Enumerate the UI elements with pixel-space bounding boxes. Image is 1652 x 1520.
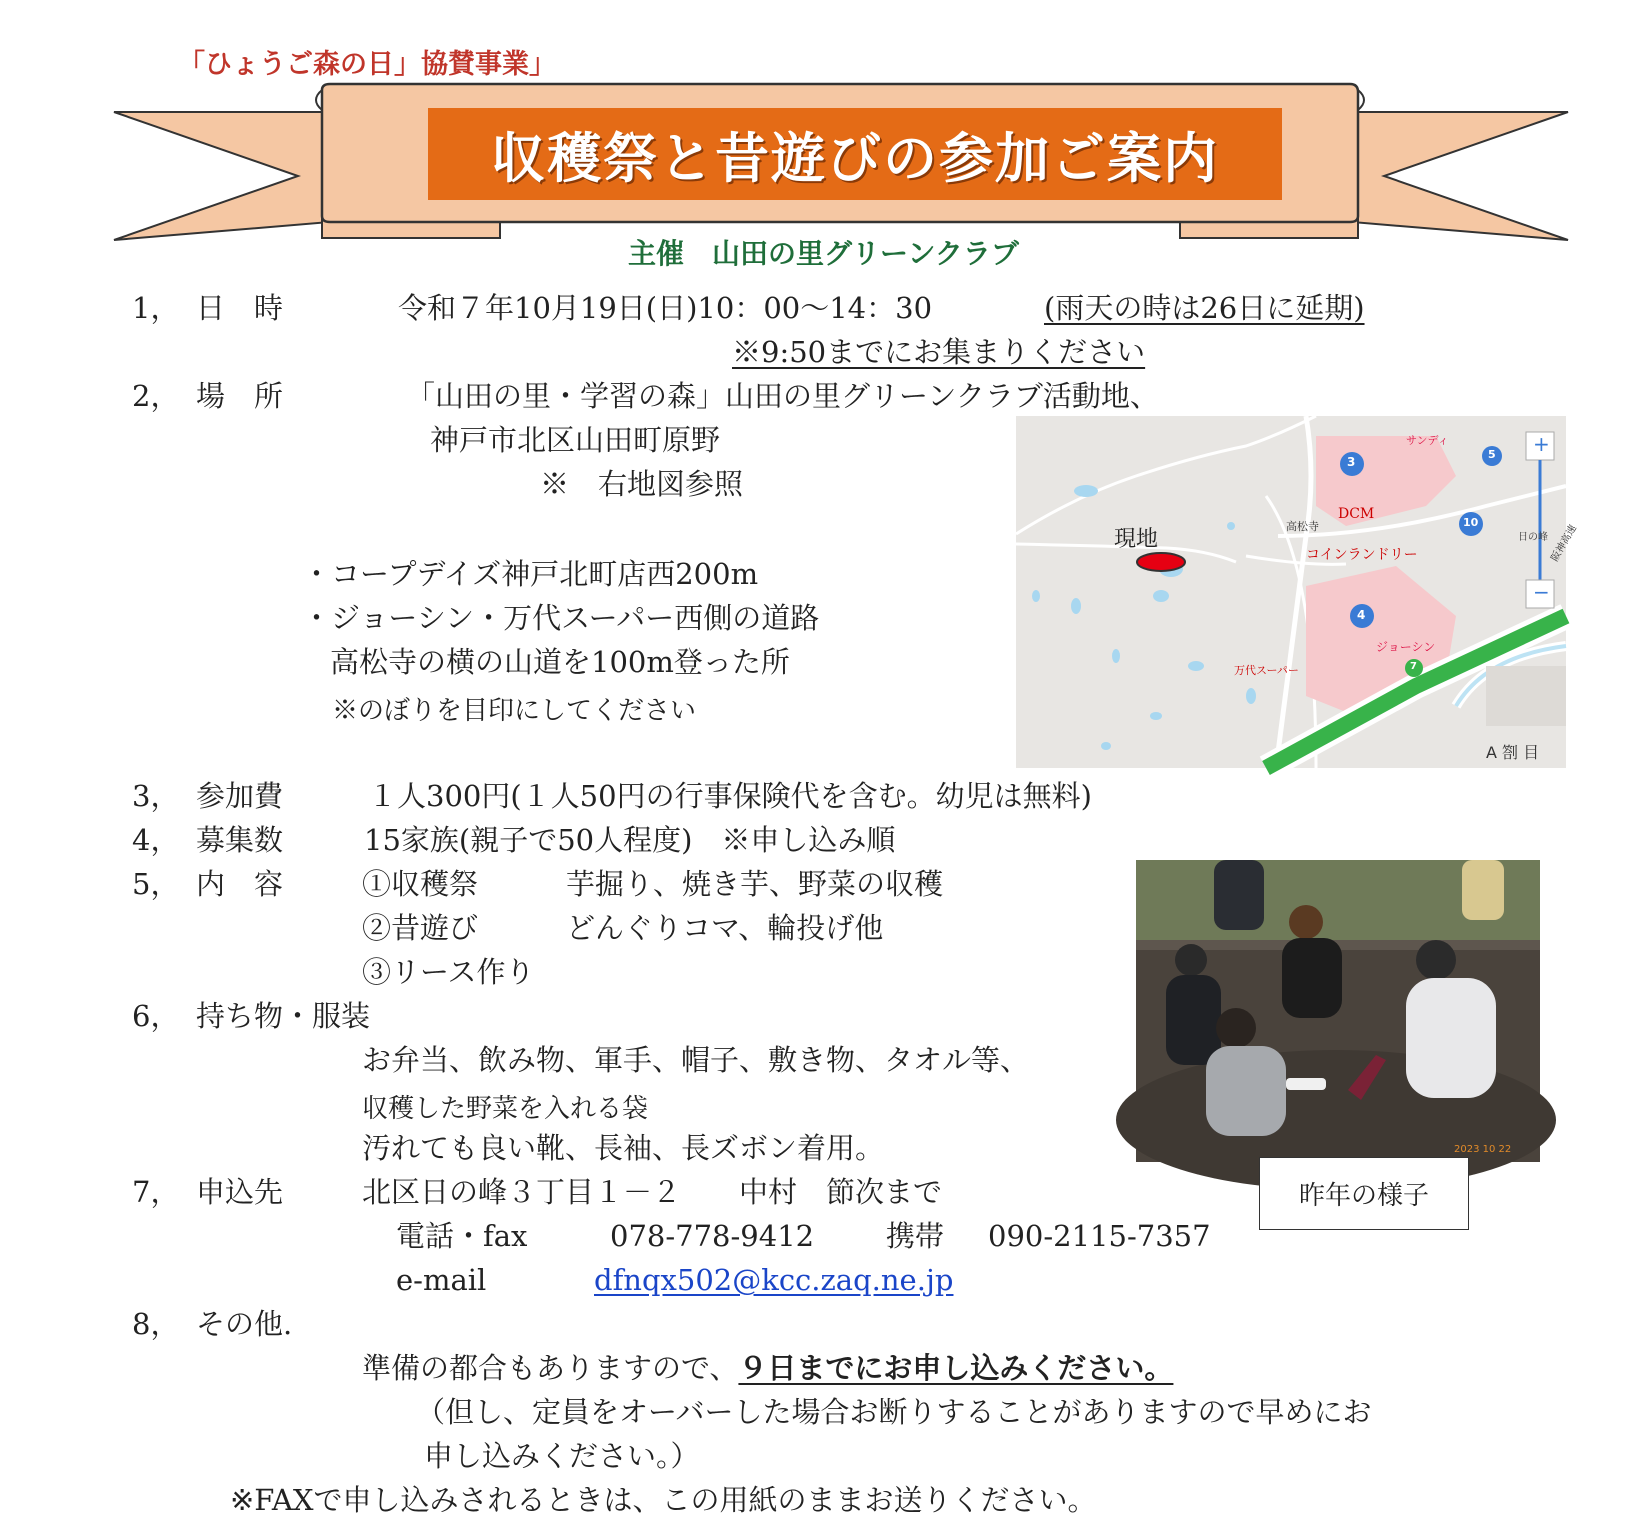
direction-line-2: ・ジョーシン・万代スーパー西側の道路 bbox=[302, 601, 820, 635]
mobile-number: 090-2115-7357 bbox=[988, 1219, 1211, 1253]
map-label-joshin: ジョーシン bbox=[1376, 640, 1436, 654]
event-datetime: 令和７年10月19日(日)10：00～14：30 bbox=[398, 291, 933, 325]
page-title: 収穫祭と昔遊びの参加ご案内 bbox=[491, 126, 1219, 190]
section-1-label: 日 時 bbox=[196, 291, 284, 325]
map-zoom-in-button[interactable]: + bbox=[1533, 432, 1550, 456]
section-7-number: 7， bbox=[132, 1175, 180, 1209]
map-poi-10: 10 bbox=[1463, 516, 1479, 529]
section-4-number: 4， bbox=[132, 823, 180, 857]
map-label-dcm: DCM bbox=[1338, 506, 1375, 522]
rain-note: (雨天の時は26日に延期) bbox=[1044, 291, 1365, 325]
content-item-name: ①収穫祭 bbox=[362, 867, 479, 901]
map-reference: ※ 右地図参照 bbox=[540, 467, 744, 501]
fax-note: ※FAXで申し込みされるときは、この用紙のままお送りください。 bbox=[230, 1483, 1097, 1517]
gather-time-note: ※9:50までにお集まりください bbox=[732, 335, 1146, 369]
direction-line-4: ※のぼりを目印にしてください bbox=[332, 696, 697, 726]
section-5-number: 5， bbox=[132, 867, 180, 901]
map-label-hinomine: 日の峰 bbox=[1518, 532, 1548, 543]
map-label-kosho-temple: 高松寺 bbox=[1286, 520, 1319, 533]
photo-date-stamp: 2023 10 22 bbox=[1454, 1144, 1512, 1155]
photo-caption-text: 昨年の様子 bbox=[1298, 1181, 1429, 1211]
direction-line-1: ・コープデイズ神戸北町店西200m bbox=[302, 557, 759, 591]
last-year-photo bbox=[1136, 860, 1540, 1162]
section-3-label: 参加費 bbox=[196, 779, 284, 813]
map-label-mandai: 万代スーパー bbox=[1234, 664, 1299, 677]
location-map[interactable] bbox=[1016, 416, 1579, 768]
application-deadline: ９日までにお申し込みください。 bbox=[738, 1351, 1174, 1385]
participation-fee: １人300円(１人50円の行事保険代を含む。幼児は無料) bbox=[368, 779, 1092, 813]
section-8-number: 8， bbox=[132, 1307, 180, 1341]
application-address: 北区日の峰３丁目１－２ 中村 節次まで bbox=[362, 1175, 943, 1209]
photo-caption bbox=[1259, 1157, 1469, 1230]
other-line-2: （但し、定員をオーバーした場合お断りすることがありますので早めにお bbox=[416, 1395, 1372, 1429]
section-3-number: 3， bbox=[132, 779, 180, 813]
email-label: e-mail bbox=[396, 1263, 487, 1297]
content-item-name: ②昔遊び bbox=[362, 911, 479, 945]
content-item-desc: 芋掘り、焼き芋、野菜の収穫 bbox=[566, 867, 944, 901]
map-poi-5: 5 bbox=[1488, 448, 1496, 461]
map-label-highway: 阪神高速 bbox=[1549, 523, 1579, 564]
section-4-label: 募集数 bbox=[196, 823, 284, 857]
map-zoom-out-button[interactable]: − bbox=[1533, 580, 1550, 604]
section-1-number: 1， bbox=[132, 291, 180, 325]
section-2-label: 場 所 bbox=[196, 379, 284, 413]
section-2-number: 2， bbox=[132, 379, 180, 413]
section-8-label: その他. bbox=[196, 1307, 293, 1341]
section-7-label: 申込先 bbox=[196, 1175, 284, 1209]
other-line-1 bbox=[362, 1350, 1173, 1386]
map-poi-3: 3 bbox=[1347, 455, 1356, 469]
other-line-1-text: 準備の都合もありますので、 bbox=[362, 1351, 739, 1385]
email-link[interactable]: dfnqx502@kcc.zaq.ne.jp bbox=[594, 1263, 954, 1297]
phone-number: 078-778-9412 bbox=[610, 1219, 815, 1253]
phone-label: 電話・fax bbox=[396, 1219, 528, 1253]
map-label-laundry: コインランドリー bbox=[1306, 547, 1418, 563]
map-controls[interactable]: A 劄 目 bbox=[1486, 743, 1540, 762]
section-6-number: 6， bbox=[132, 999, 180, 1033]
other-line-3: 申し込みください。） bbox=[424, 1439, 700, 1473]
direction-line-3: 高松寺の横の山道を100m登った所 bbox=[330, 645, 790, 679]
sponsor-line: 「ひょうご森の日」協賛事業」 bbox=[178, 49, 556, 80]
section-6-label: 持ち物・服装 bbox=[196, 999, 371, 1033]
map-label-sunday: サンディ bbox=[1406, 434, 1449, 447]
organizer: 主催 山田の里グリーンクラブ bbox=[628, 237, 1019, 270]
section-5-label: 内 容 bbox=[196, 867, 284, 901]
recruitment-count: 15家族(親子で50人程度) ※申し込み順 bbox=[364, 823, 896, 857]
place-line-1: 「山田の里・学習の森」山田の里グリーンクラブ活動地、 bbox=[406, 379, 1159, 413]
place-line-2: 神戸市北区山田町原野 bbox=[430, 423, 721, 457]
map-poi-4: 4 bbox=[1357, 608, 1366, 622]
content-item-desc: どんぐりコマ、輪投げ他 bbox=[566, 911, 884, 945]
belongings-line-1: お弁当、飲み物、軍手、帽子、敷き物、タオル等、 bbox=[362, 1043, 1030, 1077]
clothing-line: 汚れても良い靴、長袖、長ズボン着用。 bbox=[362, 1131, 885, 1165]
content-item-name: ③リース作り bbox=[362, 955, 535, 989]
belongings-line-2: 収穫した野菜を入れる袋 bbox=[362, 1094, 649, 1124]
map-current-label: 現地 bbox=[1114, 527, 1159, 552]
map-poi-7: 7 bbox=[1410, 661, 1417, 672]
mobile-label: 携帯 bbox=[886, 1219, 945, 1253]
title-box bbox=[428, 108, 1282, 200]
